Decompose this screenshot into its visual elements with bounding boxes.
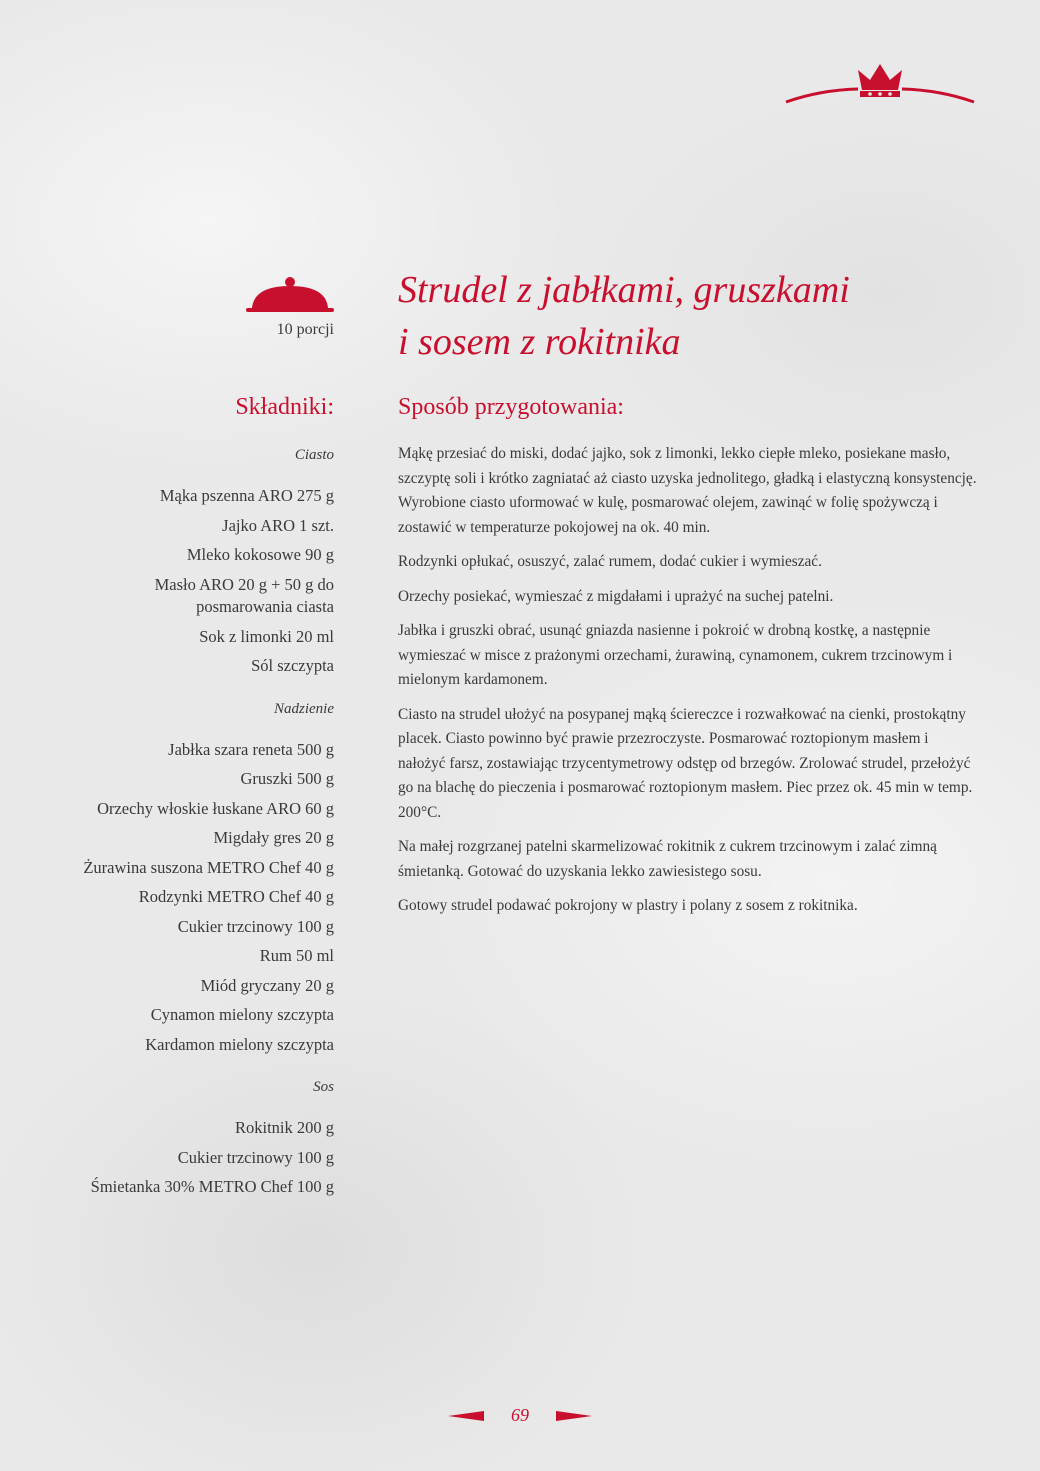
ingredient-item: Żurawina suszona METRO Chef 40 g bbox=[83, 857, 334, 877]
ingredient-item: Sok z limonki 20 ml bbox=[199, 626, 334, 646]
ingredient-item: Kardamon mielony szczypta bbox=[145, 1034, 334, 1054]
ingredients-list bbox=[40, 445, 334, 1220]
ingredient-group-ciasto bbox=[40, 445, 334, 681]
title-line-1: Strudel z jabłkami, gruszkami bbox=[398, 269, 850, 311]
ingredient-item: Gruszki 500 g bbox=[240, 769, 334, 788]
ingredient-item: Migdały gres 20 g bbox=[213, 828, 334, 847]
ingredient-item: Rodzynki METRO Chef 40 g bbox=[138, 887, 334, 906]
ingredient-item: Śmietanka 30% METRO Chef 100 g bbox=[90, 1177, 334, 1196]
ingredient-item: Mąka pszenna ARO 275 g bbox=[159, 486, 334, 505]
ingredient-group-nadzienie bbox=[40, 699, 334, 1060]
method-paragraph: Na małej rozgrzanej patelni skarmelizować rokitnik z cukrem trzcinowym i zalać zimną śmietanką. Gotować do uzyskania lekko zawiesistego sosu. bbox=[398, 838, 937, 880]
arrow-right-icon bbox=[554, 1409, 594, 1423]
serving-dish-icon bbox=[244, 274, 336, 314]
ingredient-item: Mleko kokosowe 90 g bbox=[186, 545, 334, 564]
crown-icon bbox=[780, 60, 980, 110]
recipe-title bbox=[398, 264, 998, 368]
method-paragraph: Rodzynki opłukać, osuszyć, zalać rumem, dodać cukier i wymieszać. bbox=[398, 553, 822, 570]
portions-label: 10 porcji bbox=[276, 321, 334, 338]
title-line-2: i sosem z rokitnika bbox=[398, 321, 681, 363]
ingredient-item-line: posmarowania ciasta bbox=[196, 596, 334, 616]
ingredient-item: Rum 50 ml bbox=[259, 946, 334, 965]
method-paragraph: Mąkę przesiać do miski, dodać jajko, sok z limonki, lekko ciepłe mleko, posiekane masło, szczyptę soli i krótko zagniatać aż ciasto uzyska jednolitego, gładką i elastyczną konsystencję. Wyrobione ciasto uformować w kulę, posmarować olejem, zawinąć w folię spożywczą i zostawić w temperaturze pokojowej na ok. 40 min. bbox=[398, 445, 977, 536]
ingredient-item: Cynamon mielony szczypta bbox=[150, 1005, 334, 1024]
ingredient-item: Jajko ARO 1 szt. bbox=[222, 515, 334, 535]
ingredient-group-title: Nadzienie bbox=[274, 700, 334, 717]
page-number: 69 bbox=[511, 1405, 529, 1425]
ingredient-item: Jabłka szara reneta 500 g bbox=[168, 739, 334, 759]
ingredient-item: Cukier trzcinowy 100 g bbox=[177, 1147, 334, 1167]
method-paragraph: Jabłka i gruszki obrać, usunąć gniazda nasienne i pokroić w drobną kostkę, a następnie wymieszać w misce z prażonymi orzechami, żurawiną, cynamonem, cukrem trzcinowym i mielonym kardamonem. bbox=[398, 622, 953, 688]
method-paragraph: Gotowy strudel podawać pokrojony w plastry i polany z sosem z rokitnika. bbox=[398, 897, 858, 914]
ingredient-item: Orzechy włoskie łuskane ARO 60 g bbox=[97, 798, 334, 818]
ingredient-item bbox=[40, 570, 334, 622]
ingredient-item: Cukier trzcinowy 100 g bbox=[177, 916, 334, 936]
method-paragraph: Ciasto na strudel ułożyć na posypanej mąką ściereczce i rozwałkować na cienki, prostokątny placek. Ciasto powinno być prawie przezroczyste. Posmarować roztopionym masłem i nałożyć farsz, zostawiając trzycentymetrowy odstęp od brzegów. Zrolować strudel, przełożyć go na blachę do pieczenia i posmarować roztopionym masłem. Piec przez ok. 45 min w temp. 200°C. bbox=[398, 705, 973, 821]
ingredient-group-title: Ciasto bbox=[294, 447, 334, 463]
method-text bbox=[398, 442, 978, 929]
ingredients-heading: Składniki: bbox=[235, 394, 334, 420]
method-paragraph: Orzechy posiekać, wymieszać z migdałami i uprażyć na suchej patelni. bbox=[398, 587, 834, 605]
ingredient-item: Sól szczypta bbox=[251, 656, 334, 675]
ingredient-item-line: Masło ARO 20 g + 50 g do bbox=[154, 574, 334, 594]
ingredient-group-sos bbox=[40, 1077, 334, 1202]
ingredient-item: Rokitnik 200 g bbox=[234, 1118, 334, 1137]
ingredient-group-title: Sos bbox=[313, 1079, 334, 1095]
arrow-left-icon bbox=[446, 1409, 486, 1423]
ingredient-item: Miód gryczany 20 g bbox=[200, 975, 334, 995]
method-heading: Sposób przygotowania: bbox=[398, 394, 624, 420]
